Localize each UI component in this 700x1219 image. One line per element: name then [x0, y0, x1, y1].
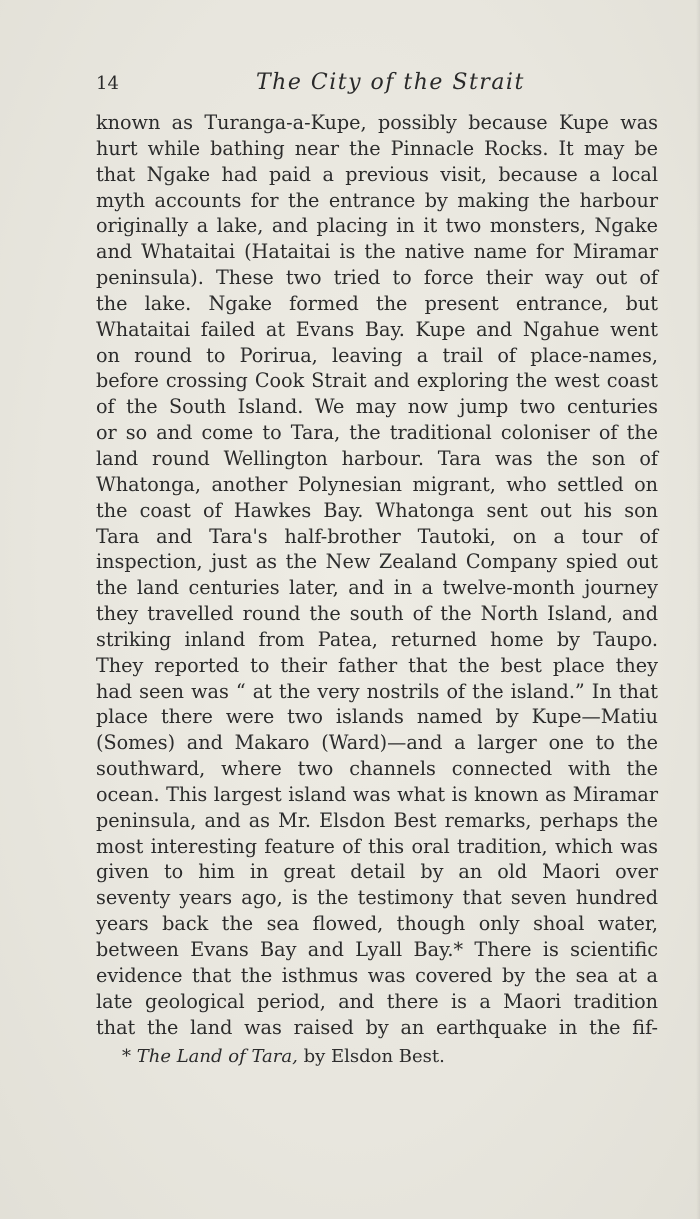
text-line: and Whataitai (Hataitai is the native name for Miramar — [96, 240, 658, 264]
running-header — [96, 70, 658, 100]
text-line: most interesting feature of this oral tradition, which was — [96, 834, 658, 858]
text-line: between Evans Bay and Lyall Bay.* There is scientific — [96, 938, 658, 961]
page-number: 14 — [96, 73, 119, 94]
text-line: hurt while bathing near the Pinnacle Rocks. It may be — [96, 136, 658, 160]
text-line: Tara and Tara's half-brother Tautoki, on a tour of — [96, 524, 658, 548]
text-line: originally a lake, and placing in it two monsters, Ngake — [96, 214, 658, 238]
text-line: that Ngake had paid a previous visit, because a local — [96, 162, 658, 186]
footnote-author: by Elsdon Best. — [297, 1046, 445, 1067]
text-line: striking inland from Patea, returned home by Taupo. — [96, 627, 658, 651]
text-line: years back the sea flowed, though only shoal water, — [96, 912, 658, 936]
footnote-marker: * — [122, 1046, 137, 1067]
text-line: late geological period, and there is a Maori tradition — [96, 989, 658, 1013]
text-line: evidence that the isthmus was covered by the sea at a — [96, 963, 658, 987]
page-edge-shadow — [696, 0, 700, 1219]
text-line: on round to Porirua, leaving a trail of place-names, — [96, 343, 658, 367]
text-line: or so and come to Tara, the traditional coloniser of the — [96, 421, 658, 445]
text-line: before crossing Cook Strait and exploring the west coast — [96, 369, 658, 393]
text-line: the coast of Hawkes Bay. Whatonga sent out his son — [96, 498, 658, 522]
body-text — [96, 110, 658, 1040]
text-line: peninsula). These two tried to force their way out of — [96, 266, 658, 290]
text-line: land round Wellington harbour. Tara was the son of — [96, 446, 658, 470]
text-line: ocean. This largest island was what is known as Miramar — [96, 782, 658, 806]
text-line: they travelled round the south of the North Island, and — [96, 602, 658, 626]
text-line: inspection, just as the New Zealand Company spied out — [96, 550, 658, 574]
text-line: of the South Island. We may now jump two centuries — [96, 395, 658, 419]
footnote-title: The Land of Tara, — [136, 1046, 298, 1067]
running-title: The City of the Strait — [256, 70, 525, 95]
text-line: had seen was “ at the very nostrils of the island.” In that — [96, 679, 658, 703]
text-line: They reported to their father that the best place they — [96, 653, 658, 677]
text-line: Whataitai failed at Evans Bay. Kupe and Ngahue went — [96, 317, 658, 341]
text-line: seventy years ago, is the testimony that seven hundred — [96, 886, 658, 910]
text-line: (Somes) and Makaro (Ward)—and a larger one to the — [96, 731, 658, 755]
text-line: peninsula, and as Mr. Elsdon Best remarks, perhaps the — [96, 808, 658, 832]
footnote — [122, 1046, 445, 1067]
text-line: myth accounts for the entrance by making the harbour — [96, 188, 658, 212]
text-line: the land centuries later, and in a twelve-month journey — [96, 576, 658, 600]
text-line: the lake. Ngake formed the present entrance, but — [96, 291, 658, 315]
text-line: southward, where two channels connected with the — [96, 757, 658, 781]
text-line: known as Turanga-a-Kupe, possibly because Kupe was — [96, 111, 658, 134]
text-line: that the land was raised by an earthquake in the fif- — [96, 1015, 658, 1039]
text-line: Whatonga, another Polynesian migrant, who settled on — [96, 472, 658, 496]
text-line: place there were two islands named by Kupe—Matiu — [96, 705, 658, 729]
text-line: given to him in great detail by an old Maori over — [96, 860, 658, 884]
